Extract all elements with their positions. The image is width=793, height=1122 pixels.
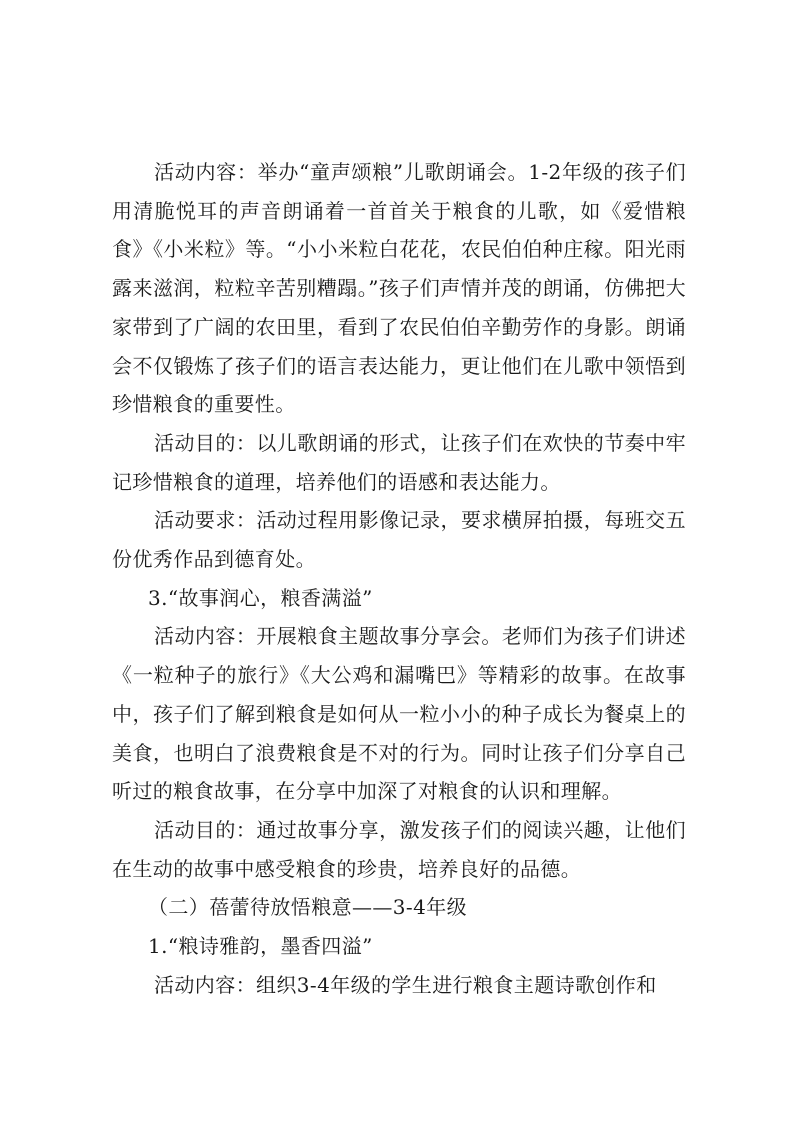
document-body bbox=[112, 153, 686, 1004]
paragraph-activity-goal-story: 活动目的：通过故事分享，激发孩子们的阅读兴趣，让他们在生动的故事中感受粮食的珍贵，培养良好的品德。 bbox=[112, 817, 686, 881]
heading-poetry-creation: 1.“粮诗雅韵，墨香四溢” bbox=[148, 934, 373, 959]
paragraph-activity-content-recitation: 活动内容：举办“童声颂粮”儿歌朗诵会。1-2年级的孩子们用清脆悦耳的声音朗诵着一首首关于粮食的儿歌，如《爱惜粮食》《小米粒》等。“小小米粒白花花，农民伯伯种庄稼。阳光雨露来滋润，粒粒辛苦别糟蹋。”孩子们声情并茂的朗诵，仿佛把大家带到了广阔的农田里，看到了农民伯伯辛勤劳作的身影。朗诵会不仅锻炼了孩子们的语言表达能力，更让他们在儿歌中领悟到珍惜粮食的重要性。 bbox=[112, 160, 686, 417]
heading-story-sharing: 3.“故事润心，粮香满溢” bbox=[148, 585, 373, 610]
heading-grade-3-4-section: （二）蓓蕾待放悟粮意——3-4年级 bbox=[148, 895, 468, 920]
paragraph-activity-requirement: 活动要求：活动过程用影像记录，要求横屏拍摄，每班交五份优秀作品到德育处。 bbox=[112, 508, 686, 572]
paragraph-activity-content-story: 活动内容：开展粮食主题故事分享会。老师们为孩子们讲述《一粒种子的旅行》《大公鸡和漏嘴巴》等精彩的故事。在故事中，孩子们了解到粮食是如何从一粒小小的种子成长为餐桌上的美食，也明白了浪费粮食是不对的行为。同时让孩子们分享自己听过的粮食故事，在分享中加深了对粮食的认识和理解。 bbox=[112, 624, 686, 804]
paragraph-activity-content-poetry: 活动内容：组织3-4年级的学生进行粮食主题诗歌创作和 bbox=[154, 972, 657, 997]
paragraph-activity-goal-recitation: 活动目的：以儿歌朗诵的形式，让孩子们在欢快的节奏中牢记珍惜粮食的道理，培养他们的语感和表达能力。 bbox=[112, 430, 686, 494]
